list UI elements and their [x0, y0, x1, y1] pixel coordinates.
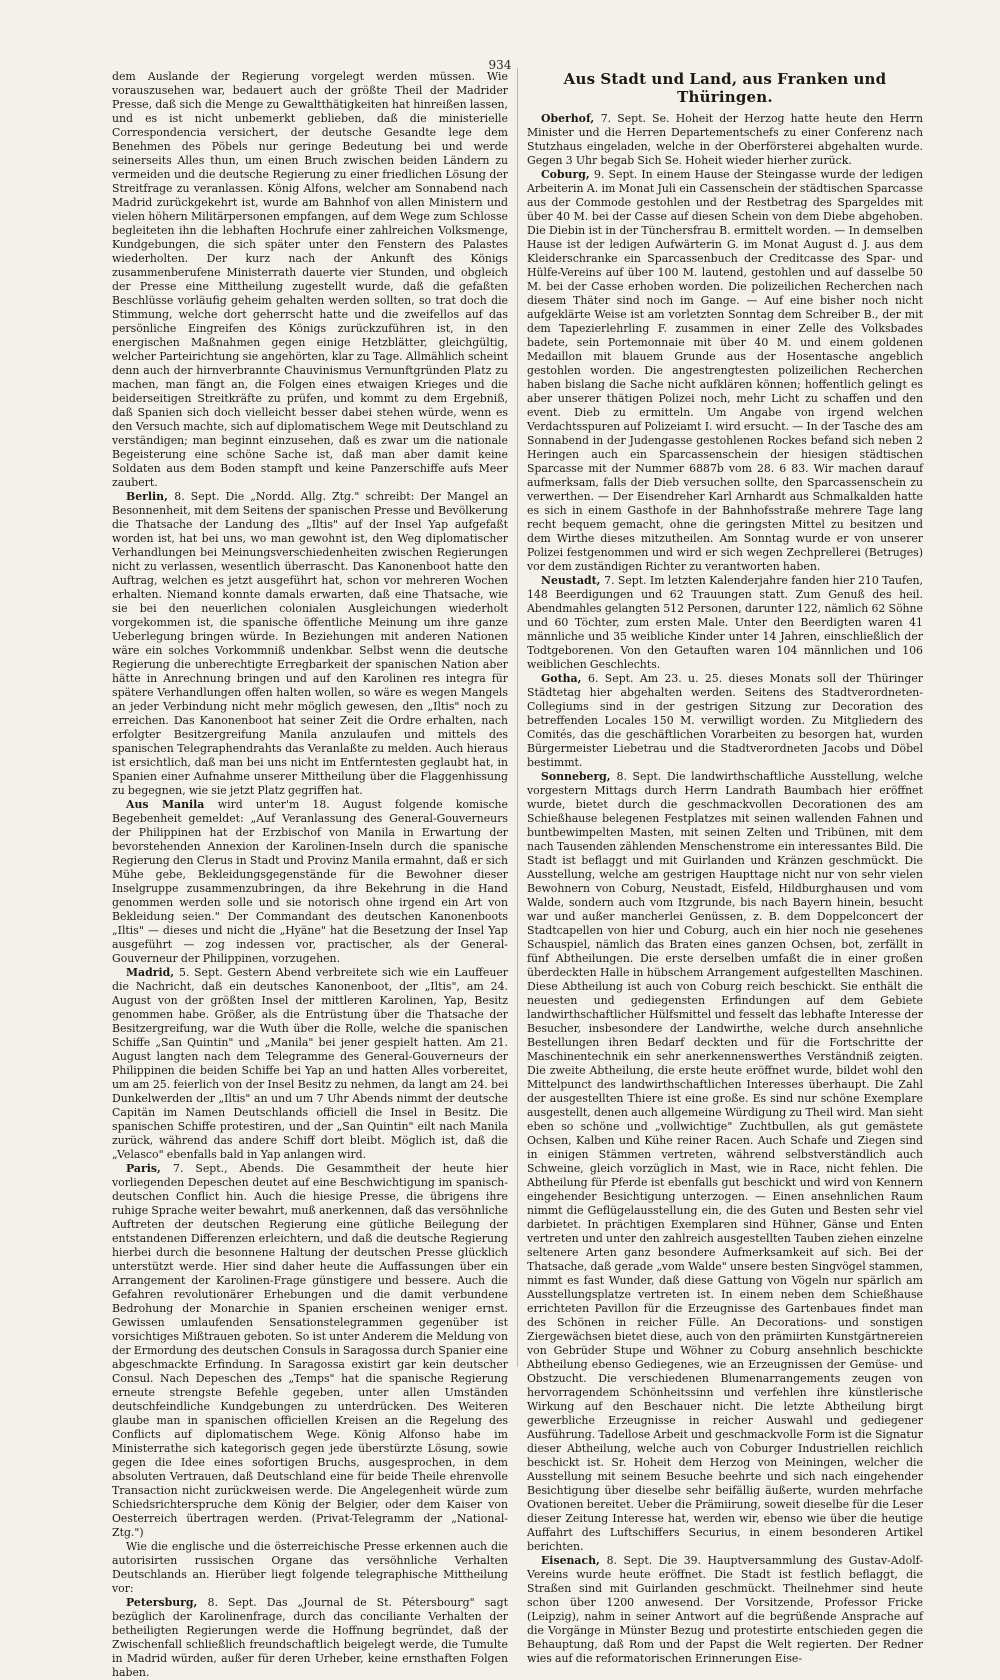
section-heading: Aus Stadt und Land, aus Franken und Thüringen.	[563, 70, 887, 106]
right-column	[527, 70, 924, 1665]
item-text: 8. Sept. Die „Nordd. Allg. Ztg." schreibt: Der Mangel an Besonnenheit, mit dem Seitens der spanischen Presse und Bevölkerung die Thatsache der Landung des „Iltis" auf der Insel Yap aufgefaßt worden ist, hat bei uns, wo man gewohnt ist, den Weg diplomatischer Verhandlungen bei Meinungsverschiedenheiten zwischen Regierungen nicht zu verlassen, wesentlich überrascht. Das Kanonenboot hatte den Auftrag, welchen es jetzt ausgeführt hat, schon vor mehreren Wochen erhalten. Niemand konnte damals erwarten, daß eine Thatsache, wie sie bei den neuerlichen colonialen Ausgleichungen wiederholt vorgekommen ist, die spanische öffentliche Meinung um ihre ganze Ueberlegung bringen würde. In Beziehungen mit anderen Nationen wäre ein solches Vorkommniß undenkbar. Selbst wenn die deutsche Regierung die unberechtigte Erregbarkeit der spanischen Nation aber hätte in Anrechnung bringen und auf den Karolinen res integra für spätere Verhandlungen offen halten wollen, so wäre es wegen Mangels an jeder Verbindung nicht mehr möglich gewesen, den „Iltis" noch zu erreichen. Das Kanonenboot hat seiner Zeit die Ordre erhalten, nach erfolgter Besitzergreifung Manila anzulaufen und mittels des spanischen Telegraphendrahts das Veranlaßte zu melden. Auch hieraus ist ersichtlich, daß man bei uns nicht im Entferntesten geglaubt hat, in Spanien einer Aufnahme unserer Mittheilung über die Flaggenhissung zu begegnen, wie sie jetzt Platz gegriffen hat.	[112, 490, 508, 797]
news-item-petersburg	[112, 1596, 508, 1680]
news-item-berlin	[112, 490, 508, 798]
news-item-sonneberg	[527, 770, 923, 1554]
dateline: Berlin,	[126, 490, 175, 503]
news-item-manila	[112, 798, 508, 966]
dateline: Neustadt,	[541, 574, 605, 587]
item-text: wird unter'm 18. August folgende komische Begebenheit gemeldet: „Auf Veranlassung des General-Gouverneurs der Philippinen hat der Erzbischof von Manila in Erwartung der bevorstehenden Annexion der Karolinen-Inseln durch die spanische Regierung den Clerus in Stadt und Provinz Manila ermahnt, daß er sich Mühe gebe, Bekleidungsgegenstände für die Bewohner dieser Inselgruppe zusammenzubringen, da ihre Bekehrung in die Hand genommen werden solle und sie notorisch ohne irgend ein Art von Bekleidung seien." Der Commandant des deutschen Kanonenboots „Iltis" — dieses und nicht die „Hyäne" hat die Besetzung der Insel Yap ausgeführt — zog indessen vor, practischer, als der General-Gouverneur der Philippinen, vorzugehen.	[112, 798, 509, 965]
item-text: 8. Sept. Die landwirthschaftliche Ausstellung, welche vorgestern Mittags durch Herrn Landrath Baumbach hier eröffnet wurde, bietet durch die geschmackvollen Decorationen des am Schießhause belegenen Festplatzes mit seinen wallenden Fahnen und buntbewimpelten Masten, mit seinen Zelten und Tribünen, mit dem nach Tausenden zählenden Menschenstrome ein interessantes Bild. Die Stadt ist beflaggt und mit Guirlanden und Kränzen geschmückt. Die Ausstellung, welche am gestrigen Haupttage nicht nur von sehr vielen Bewohnern von Coburg, Neustadt, Eisfeld, Hildburghausen und vom Walde, sondern auch vom Itzgrunde, bis nach Bayern hinein, besucht war und außer mancherlei Genüssen, z. B. dem Doppelconcert der Stadtcapellen von hier und Coburg, auch ein hier noch nie gesehenes Schauspiel, nämlich das Braten eines ganzen Ochsen, bot, zerfällt in fünf Abtheilungen. Die erste derselben umfaßt die in einer großen überdeckten Halle in hübschem Arrangement aufgestellten Maschinen. Diese Abtheilung ist auch von Coburg reich beschickt. Sie enthält die neuesten und gediegensten Erfindungen auf dem Gebiete landwirthschaftlicher Hülfsmittel und fesselt das lebhafte Interesse der Besucher, insbesondere der Landwirthe, welche durch ansehnliche Bestellungen ihren Bedarf deckten und für die Fortschritte der Maschinentechnik ein sehr anerkennenswerthes Verständniß zeigten. Die zweite Abtheilung, die erste heute eröffnet wurde, bildet wohl den Mittelpunct des landwirthschaftlichen Interesses überhaupt. Die Zahl der ausgestellten Thiere ist eine große. Es sind nur schöne Exemplare ausgestellt, denen auch allgemeine Würdigung zu Theil wird. Man sieht eben so schöne und „vollwichtige" Zuchtbullen, als gut gemästete Ochsen, Kalben und Kühe reiner Racen. Auch Schafe und Ziegen sind in einigen Stämmen vertreten, während selbstverständlich auch Schweine, gleich vorzüglich in Mast, wie in Race, nicht fehlen. Die Abtheilung für Pferde ist ebenfalls gut beschickt und wird von Kennern eingehender Besichtigung unterzogen. — Einen ansehnlichen Raum nimmt die Geflügelausstellung ein, die des Guten und Besten sehr viel darbietet. In prächtigen Exemplaren sind Hühner, Gänse und Enten vertreten und unter den zahlreich ausgestellten Tauben ziehen einzelne seltenere Arten ganz besondere Aufmerksamkeit auf sich. Bei der Thatsache, daß gerade „vom Walde" unsere besten Singvögel stammen, nimmt es fast Wunder, daß diese Gattung von Vögeln nur spärlich am Ausstellungsplatze vertreten ist. In einem neben dem Schießhause errichteten Pavillon für die Erzeugnisse des Gartenbaues findet man des Schönen in reicher Fülle. An Decorations- und sonstigen Ziergewächsen bietet diese, auch von den prämiirten Kunstgärtnereien von Gebrüder Stupe und Wöhner zu Coburg ansehnlich beschickte Abtheilung ebenso Gediegenes, wie an Erzeugnissen der Gemüse- und Obstzucht. Die verschiedenen Blumenarrangements zeugen von hervorragendem Schönheitssinn und verfehlen ihre künstlerische Wirkung auf den Beschauer nicht. Die letzte Abtheilung birgt gewerbliche Erzeugnisse in reicher Auswahl und gediegener Ausführung. Tadellose Arbeit und geschmackvolle Form ist die Signatur dieser Abtheilung, welche auch von Coburger Industriellen reichlich beschickt ist. Sr. Hoheit dem Herzog von Meiningen, welcher die Ausstellung mit seinem Besuche beehrte und sich nach eingehender Besichtigung über dieselbe sehr beifällig äußerte, wurden mehrfache Ovationen bereitet. Ueber die Prämiirung, soweit dieselbe für die Leser dieser Zeitung Interesse hat, werden wir, ebenso wie über die heutige Auffahrt des Luftschiffers Securius, in einem besonderen Artikel berichten.	[527, 770, 923, 1553]
dateline: Madrid,	[126, 966, 180, 979]
news-item-coburg	[527, 168, 923, 574]
item-text: 8. Sept. Das „Journal de St. Pétersbourg" sagt bezüglich der Karolinenfrage, durch das conciliante Verhalten der betheiligten Regierungen werde die Hoffnung begründet, daß der Zwischenfall schließlich freundschaftlich beigelegt werde, die Tumulte in Madrid würden, außer für deren Urheber, keine ernsthaften Folgen haben.	[112, 1596, 508, 1679]
dateline: Paris,	[126, 1162, 174, 1175]
source-note: (Privat-Telegramm der „National-Ztg.")	[112, 1512, 508, 1539]
dateline: Petersburg,	[126, 1596, 208, 1609]
dateline: Gotha,	[541, 672, 589, 685]
news-item-neustadt	[527, 574, 923, 672]
dateline: Eisenach,	[541, 1554, 607, 1567]
item-text: 8. Sept. Die 39. Hauptversammlung des Gustav-Adolf-Vereins wurde heute eröffnet. Die Stadt ist festlich beflaggt, die Straßen sind mit Guirlanden geschmückt. Theilnehmer sind heute schon über 1200 anwesend. Der Vorsitzende, Professor Fricke (Leipzig), nahm in seiner Antwort auf die begrüßende Ansprache auf die Vorgänge in Münster Bezug und protestirte entschieden gegen die Behauptung, daß Rom und der Papst die Welt regierten. Der Redner wies auf die reformatorischen Erinnerungen Eise-	[527, 1554, 924, 1665]
news-item-paris	[112, 1162, 508, 1540]
left-column	[112, 70, 509, 1679]
bridge-paragraph: Wie die englische und die österreichische Presse erkennen auch die autorisirten russischen Organe das versöhnliche Verhalten Deutschlands an. Hierüber liegt folgende telegraphische Mittheilung vor:	[112, 1540, 508, 1595]
item-text: 7. Sept. Se. Hoheit der Herzog hatte heute den Herrn Minister und die Herren Departementschefs zu einer Conferenz nach Stutzhaus eingeladen, welche in der Oberförsterei abgehalten wurde. Gegen 3 Uhr begab Sich Se. Hoheit wieder hierher zurück.	[527, 112, 923, 167]
dateline: Sonneberg,	[541, 770, 617, 783]
item-text: 7. Sept. Im letzten Kalenderjahre fanden hier 210 Taufen, 148 Beerdigungen und 62 Trauungen statt. Zum Genuß des heil. Abendmahles gelangten 512 Personen, darunter 122, nämlich 62 Söhne und 60 Töchter, zum ersten Male. Unter den Beerdigten waren 41 männliche und 35 weibliche Kinder unter 14 Jahren, einschließlich der Todtgeborenen. Von den Getauften waren 104 männlichen und 106 weiblichen Geschlechts.	[527, 574, 924, 671]
item-text: 6. Sept. Am 23. u. 25. dieses Monats soll der Thüringer Städtetag hier abgehalten werden. Seitens des Stadtverordneten-Collegiums sind in der gestrigen Sitzung zur Decoration des betreffenden Locales 150 M. verwilligt worden. Zu Mitgliedern des Comités, das die geschäftlichen Vorarbeiten zu besorgen hat, wurden Bürgermeister Liebetrau und die Stadtverordneten Jacobs und Döbel bestimmt.	[527, 672, 923, 769]
item-text: 5. Sept. Gestern Abend verbreitete sich wie ein Lauffeuer die Nachricht, daß ein deutsches Kanonenboot, der „Iltis", am 24. August von der größten Insel der mittleren Karolinen, Yap, Besitz genommen habe. Größer, als die Entrüstung über die Thatsache der Besitzergreifung, war die Wuth über die Rolle, welche die spanischen Schiffe „San Quintin" und „Manila" bei jener gespielt hatten. Am 21. August langten nach dem Telegramme des General-Gouverneurs der Philippinen die beiden Schiffe bei Yap an und hatten Alles vorbereitet, um am 25. feierlich von der Insel Besitz zu nehmen, da langt am 24. bei Dunkelwerden der „Iltis" an und um 7 Uhr Abends nimmt der deutsche Capitän im Namen Deutschlands officiell die Insel in Besitz. Die spanischen Schiffe protestiren, und der „San Quintin" eilt nach Manila zurück, während das andere Schiff dort bleibt. Möglich ist, daß die „Velasco" ebenfalls bald in Yap anlangen wird.	[112, 966, 509, 1161]
news-item-gotha	[527, 672, 923, 770]
dateline: Oberhof,	[541, 112, 601, 125]
item-text: 7. Sept., Abends. Die Gesammtheit der heute hier vorliegenden Depeschen deutet auf eine Beschwichtigung im spanisch-deutschen Conflict hin. Auch die hiesige Presse, die übrigens ihre ruhige Sprache weiter bewahrt, muß anerkennen, daß das versöhnliche Auftreten der deutschen Regierung eine gütliche Beilegung der entstandenen Differenzen erleichtern, und daß die deutsche Regierung hierbei durch die besonnene Haltung der deutschen Presse glücklich unterstützt werde. Hier sind daher heute die Auffassungen über ein Arrangement der Karolinen-Frage günstigere und bessere. Auch die Gefahren revolutionärer Erhebungen und die damit verbundene Bedrohung der Monarchie in Spanien erscheinen weniger ernst. Gewissen umlaufenden Sensationstelegrammen gegenüber ist vorsichtiges Mißtrauen geboten. So ist unter Anderem die Meldung von der Ermordung des deutschen Consuls in Saragossa durch Spanier eine abgeschmackte Erfindung. In Saragossa existirt gar kein deutscher Consul. Nach Depeschen des „Temps" hat die spanische Regierung erneute strengste Befehle gegeben, unter allen Umständen deutschfeindliche Kundgebungen zu unterdrücken. Des Weiteren glaube man in spanischen officiellen Kreisen an die Regelung des Conflicts auf diplomatischem Wege. König Alfonso habe im Ministerrathe sich kategorisch gegen jede überstürzte Lösung, sowie gegen die Idee eines sofortigen Bruchs, ausgesprochen, in dem absoluten Vertrauen, daß Deutschland eine für beide Theile ehrenvolle Transaction nicht zurückweisen werde. Die Angelegenheit würde zum Schiedsrichterspruche dem König der Belgier, oder dem Kaiser von Oesterreich übertragen werden.	[112, 1162, 508, 1525]
news-item-oberhof	[527, 112, 923, 168]
dateline: Aus Manila	[126, 798, 218, 811]
lead-paragraph: dem Auslande der Regierung vorgelegt werden müssen. Wie vorauszusehen war, bedauert auch der größte Theil der Madrider Presse, daß sich die Menge zu Gewaltthätigkeiten hat hinreißen lassen, und es ist nicht unbemerkt geblieben, daß die ministerielle Correspondencia versichert, der deutsche Gesandte lege dem Benehmen des Pöbels nur geringe Bedeutung bei und werde seinerseits Alles thun, um einen Bruch zwischen beiden Ländern zu vermeiden und die deutsche Regierung zu einer friedlichen Lösung der Streitfrage zu veranlassen. König Alfons, welcher am Sonnabend nach Madrid zurückgekehrt ist, wurde am Bahnhof von allen Ministern und vielen höhern Militärpersonen empfangen, auf dem Wege zum Schlosse begleiteten ihn die lebhaften Hochrufe einer zahlreichen Volksmenge, Kundgebungen, die sich später unter den Fenstern des Palastes wiederholten. Der kurz nach der Ankunft des Königs zusammenberufene Ministerrath dauerte vier Stunden, und obgleich der Presse eine Mittheilung zugestellt wurde, daß die gefaßten Beschlüsse vorläufig geheim gehalten werden sollten, so trat doch die Stimmung, welche dort geherrscht hatte und die zweifellos auf das persönliche Eingreifen des Königs zurückzuführen ist, in den energischen Maßnahmen gegen einige Hetzblätter, gleichgültig, welcher Parteirichtung sie angehörten, klar zu Tage. Allmählich scheint denn auch der hirnverbrannte Chauvinismus Vernunftgründen Platz zu machen, man fängt an, die Folgen eines etwaigen Krieges und die beiderseitigen Streitkräfte zu prüfen, und kommt zu dem Ergebniß, daß Spanien sich doch vielleicht besser dabei stehen würde, wenn es den Versuch machte, sich auf diplomatischem Wege mit Deutschland zu verständigen; man beginnt einzusehen, daß es zwar um die nationale Begeisterung eine schöne Sache ist, daß man aber damit keine Soldaten aus dem Boden stampft und keine Panzerschiffe aufs Meer zaubert.	[112, 70, 508, 489]
news-item-eisenach	[527, 1554, 923, 1666]
page-number: 934	[488, 58, 512, 72]
dateline: Coburg,	[541, 168, 595, 181]
column-divider	[517, 68, 518, 1367]
news-item-madrid	[112, 966, 508, 1162]
item-text: 9. Sept. In einem Hause der Steingasse wurde der ledigen Arbeiterin A. im Monat Juli ein Cassenschein der städtischen Sparcasse aus der Commode gestohlen und der Restbetrag des Spargeldes mit über 40 M. bei der Casse auf diesen Schein von dem Diebe abgehoben. Die Diebin ist in der Tünchersfrau B. ermittelt worden. — In demselben Hause ist der ledigen Aufwärterin G. im Monat August d. J. aus dem Kleiderschranke ein Sparcassenbuch der Creditcasse des Spar- und Hülfe-Vereins auf über 100 M. lautend, gestohlen und auf dasselbe 50 M. bei der Casse erhoben worden. Die polizeilichen Recherchen nach diesem Thäter sind noch im Gange. — Auf eine bisher noch nicht aufgeklärte Weise ist am vorletzten Sonntag dem Schreiber B., der mit dem Tapezierlehrling F. zusammen in einer Zelle des Volksbades badete, sein Portemonnaie mit über 40 M. und einem goldenen Medaillon mit blauem Grunde aus der Hosentasche angeblich gestohlen worden. Die angestrengtesten polizeilichen Recherchen haben bislang die Sache nicht aufklären können; hoffentlich gelingt es aber unserer thätigen Polizei noch, mehr Licht zu schaffen und den event. Dieb zu ermitteln. Um Angabe von irgend welchen Verdachtsspuren auf Polizeiamt I. wird ersucht. — In der Tasche des am Sonnabend in der Judengasse gestohlenen Rockes befand sich neben 2 Heringen auch ein Sparcassenschein der hiesigen städtischen Sparcasse mit der Nummer 6887b vom 28. 6 83. Wir machen darauf aufmerksam, falls der Dieb versuchen sollte, den Sparcassenschein zu verwerthen. — Der Eisendreher Karl Arnhardt aus Schmalkalden hatte es sich in einem Gasthofe in der Bahnhofsstraße mehrere Tage lang recht bequem gemacht, ohne die geringsten Mittel zu besitzen und dem Wirthe dieses mitzutheilen. Am Sonntag wurde er von unserer Polizei festgenommen und wird er sich wegen Zechprellerei (Betruges) vor dem zuständigen Richter zu verantworten haben.	[527, 168, 923, 573]
